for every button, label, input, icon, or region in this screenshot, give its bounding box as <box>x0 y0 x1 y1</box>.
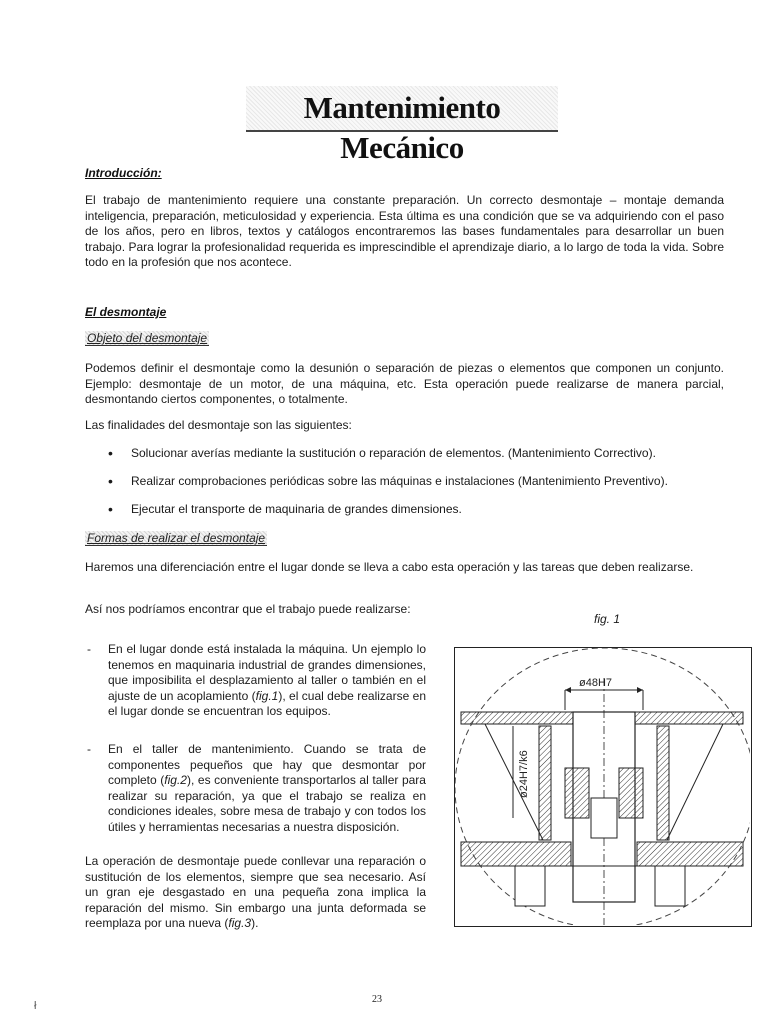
figure-label: fig. 1 <box>594 612 621 626</box>
bullet-text: Ejecutar el transporte de maquinaria de grandes dimensiones. <box>131 502 462 516</box>
coupling-drawing-figure <box>454 647 752 927</box>
fig-ref: fig.3 <box>228 916 252 930</box>
operation-paragraph <box>85 854 426 932</box>
page-number: 23 <box>372 994 382 1005</box>
fig-ref: fig.1 <box>255 688 279 703</box>
bullet-text: Realizar comprobaciones periódicas sobre las máquinas e instalaciones (Mantenimiento Preventivo). <box>131 474 668 488</box>
dimension-top-label: ø48H7 <box>579 677 613 689</box>
item-workshop-paragraph <box>108 742 426 835</box>
dash-marker: - <box>87 742 91 756</box>
finalidades-intro: Las finalidades del desmontaje son las siguientes: <box>85 418 352 432</box>
dimension-side-label: ø24H7/k6 <box>518 750 530 798</box>
operation-text-a: La operación de desmontaje puede conllevar una reparación o sustitución de los elementos, siempre que sea necesario. Así un gran eje desgastado en una pequeña zona implica la reparación del mismo. Sin embargo una junta deformada se reemplaza por una nueva ( <box>85 854 426 930</box>
item-workshop-text-b: ), es conveniente transportarlos al taller para realizar su reparación, ya que el trabajo se realiza en condiciones ideales, sobre mesa de trabajo y con todos los útiles y herramientas necesarias a nuestra disposición. <box>108 773 426 834</box>
item-onsite-text-a: En el lugar donde está instalada la máquina. Un ejemplo lo tenemos en maquinaria industrial de grandes dimensiones, que imposibilita el desplazamiento al taller o también en el ajuste de un acoplamiento ( <box>108 642 426 703</box>
bullet-icon: • <box>108 501 113 517</box>
bullet-text: Solucionar averías mediante la sustitución o reparación de elementos. (Mantenimiento Correctivo). <box>131 446 656 460</box>
asi-paragraph: Así nos podríamos encontrar que el trabajo puede realizarse: <box>85 602 411 616</box>
item-onsite-text-b: ), el cual debe realizarse en el lugar donde se encuentran los equipos. <box>108 688 426 718</box>
intro-heading: Introducción: <box>85 166 162 180</box>
corner-mark: ł <box>34 1000 37 1012</box>
objeto-paragraph: Podemos definir el desmontaje como la desunión o separación de piezas o elementos que componen un conjunto. Ejemplo: desmontaje de un motor, de una máquina, etc. Esta operación puede realizarse de manera parcial, desmontando ciertos componentes, o totalmente. <box>85 361 724 406</box>
coupling-drawing <box>455 648 750 925</box>
bullet-icon: • <box>108 473 113 489</box>
desmontaje-heading: El desmontaje <box>85 305 167 319</box>
objeto-subheading: Objeto del desmontaje <box>87 331 208 345</box>
intro-paragraph: El trabajo de mantenimiento requiere una constante preparación. Un correcto desmontaje – montaje demanda inteligencia, preparación, meticulosidad y experiencia. Esta última es una condición que se va adquiriendo con el paso de los años, pero en libros, textos y catálogos encontraremos las bases fundamentales para desarrollar un buen trabajo. Para lograr la profesionalidad requerida es imprescindible el aprendizaje diario, a lo largo de toda la vida. Sobre todo en la profesión que nos acontece. <box>85 193 724 269</box>
bullet-icon: • <box>108 445 113 461</box>
page-title: Mantenimiento Mecánico <box>303 90 501 165</box>
formas-paragraph: Haremos una diferenciación entre el lugar donde se lleva a cabo esta operación y las tareas que deben realizarse. <box>85 560 694 574</box>
dash-marker: - <box>87 642 91 656</box>
fig-ref: fig.2 <box>164 773 187 787</box>
operation-text-b: ). <box>251 916 259 930</box>
item-onsite-paragraph <box>108 642 426 720</box>
item-workshop-text-a: En el taller de mantenimiento. Cuando se trata de componentes pequeños que hay que desmontar por completo ( <box>108 742 426 787</box>
formas-subheading: Formas de realizar el desmontaje <box>87 531 266 545</box>
